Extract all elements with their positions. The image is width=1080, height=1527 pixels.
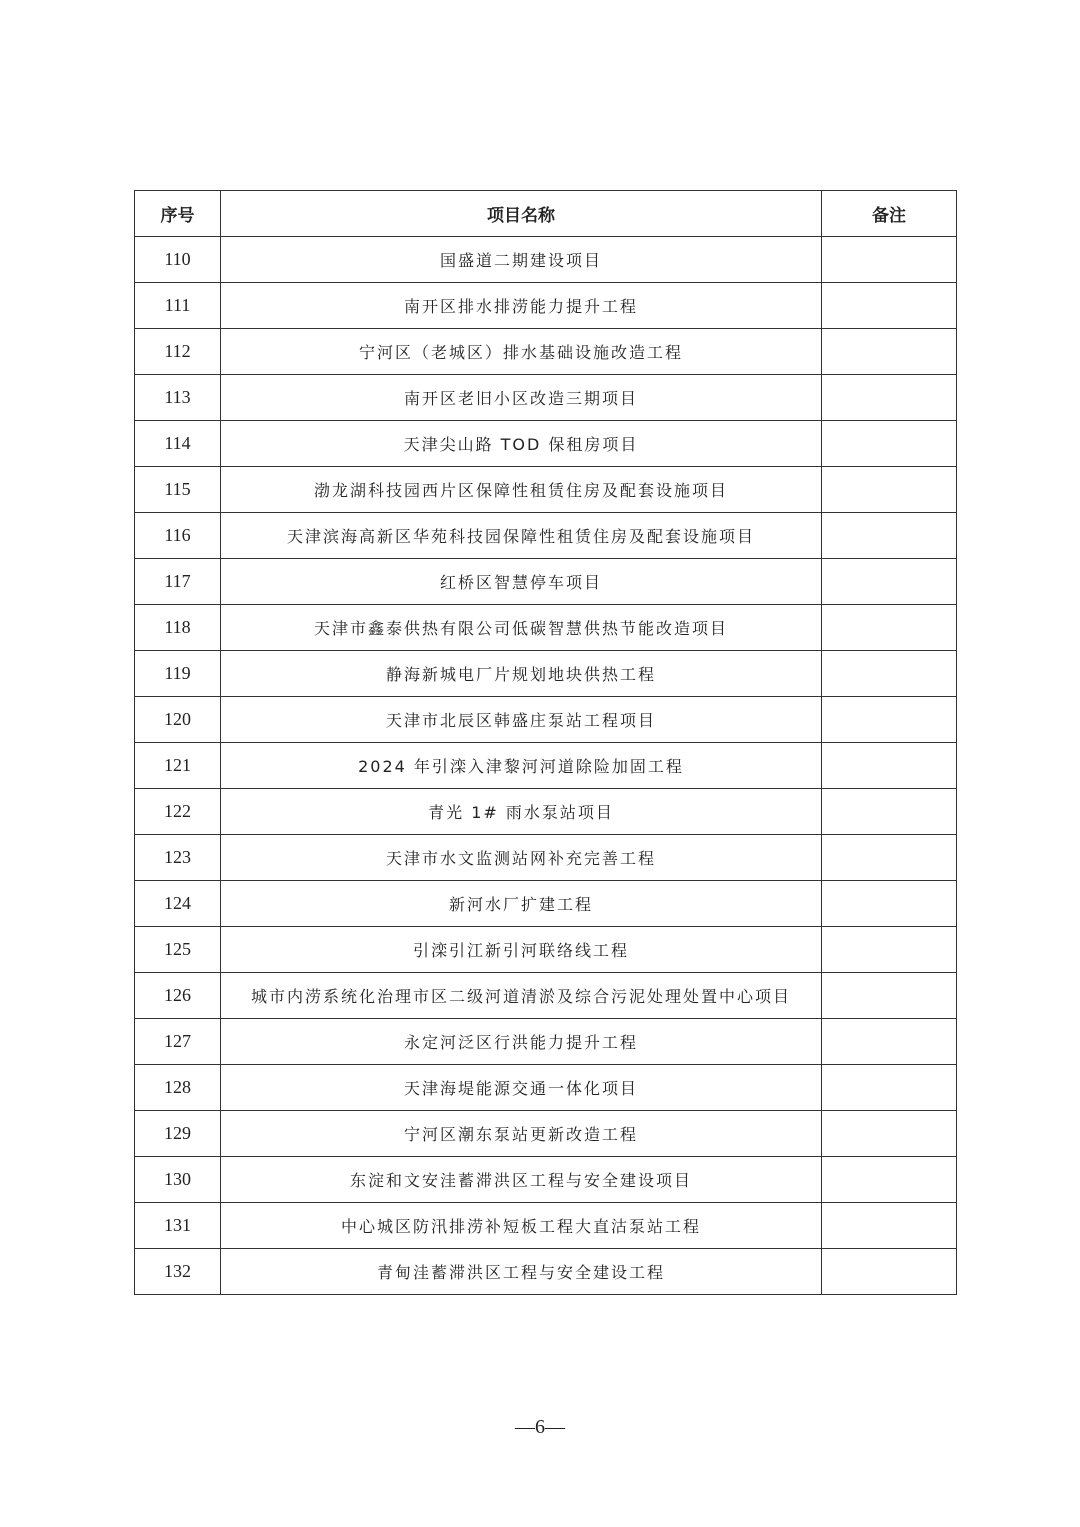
table-row bbox=[135, 743, 957, 789]
row-note bbox=[822, 881, 957, 927]
row-number: 122 bbox=[135, 789, 221, 835]
header-note: 备注 bbox=[822, 191, 957, 237]
row-project-name: 天津滨海高新区华苑科技园保障性租赁住房及配套设施项目 bbox=[221, 513, 822, 559]
table-row bbox=[135, 605, 957, 651]
row-note bbox=[822, 1157, 957, 1203]
row-number: 127 bbox=[135, 1019, 221, 1065]
table-row bbox=[135, 513, 957, 559]
table-row bbox=[135, 789, 957, 835]
row-project-name: 红桥区智慧停车项目 bbox=[221, 559, 822, 605]
row-number: 115 bbox=[135, 467, 221, 513]
row-number: 114 bbox=[135, 421, 221, 467]
row-number: 112 bbox=[135, 329, 221, 375]
header-project-name: 项目名称 bbox=[221, 191, 822, 237]
row-note bbox=[822, 651, 957, 697]
table-row bbox=[135, 421, 957, 467]
row-note bbox=[822, 421, 957, 467]
row-project-name: 天津市水文监测站网补充完善工程 bbox=[221, 835, 822, 881]
row-number: 131 bbox=[135, 1203, 221, 1249]
row-number: 124 bbox=[135, 881, 221, 927]
table-row bbox=[135, 1111, 957, 1157]
row-project-name: 静海新城电厂片规划地块供热工程 bbox=[221, 651, 822, 697]
row-number: 117 bbox=[135, 559, 221, 605]
table-row bbox=[135, 697, 957, 743]
row-note bbox=[822, 1203, 957, 1249]
table-row bbox=[135, 973, 957, 1019]
table-row bbox=[135, 927, 957, 973]
row-number: 128 bbox=[135, 1065, 221, 1111]
table-header-row bbox=[135, 191, 957, 237]
row-note bbox=[822, 1019, 957, 1065]
row-project-name: 东淀和文安洼蓄滞洪区工程与安全建设项目 bbox=[221, 1157, 822, 1203]
row-project-name: 城市内涝系统化治理市区二级河道清淤及综合污泥处理处置中心项目 bbox=[221, 973, 822, 1019]
row-project-name: 青光 1# 雨水泵站项目 bbox=[221, 789, 822, 835]
row-note bbox=[822, 973, 957, 1019]
row-note bbox=[822, 605, 957, 651]
table-body bbox=[135, 237, 957, 1295]
table-row bbox=[135, 559, 957, 605]
row-project-name: 永定河泛区行洪能力提升工程 bbox=[221, 1019, 822, 1065]
row-number: 126 bbox=[135, 973, 221, 1019]
page-number: —6— bbox=[515, 1416, 565, 1438]
row-note bbox=[822, 927, 957, 973]
table-row bbox=[135, 375, 957, 421]
row-project-name: 南开区排水排涝能力提升工程 bbox=[221, 283, 822, 329]
row-number: 116 bbox=[135, 513, 221, 559]
row-note bbox=[822, 1249, 957, 1295]
row-note bbox=[822, 1111, 957, 1157]
row-number: 123 bbox=[135, 835, 221, 881]
row-note bbox=[822, 743, 957, 789]
row-note bbox=[822, 559, 957, 605]
table-row bbox=[135, 1157, 957, 1203]
row-number: 132 bbox=[135, 1249, 221, 1295]
project-table bbox=[134, 190, 957, 1295]
row-number: 118 bbox=[135, 605, 221, 651]
table-row bbox=[135, 1065, 957, 1111]
row-number: 119 bbox=[135, 651, 221, 697]
row-note bbox=[822, 513, 957, 559]
row-project-name: 国盛道二期建设项目 bbox=[221, 237, 822, 283]
row-number: 130 bbox=[135, 1157, 221, 1203]
table-row bbox=[135, 1203, 957, 1249]
row-note bbox=[822, 375, 957, 421]
row-note bbox=[822, 467, 957, 513]
row-project-name: 新河水厂扩建工程 bbox=[221, 881, 822, 927]
row-note bbox=[822, 835, 957, 881]
table-row bbox=[135, 283, 957, 329]
row-project-name: 天津市鑫泰供热有限公司低碳智慧供热节能改造项目 bbox=[221, 605, 822, 651]
row-note bbox=[822, 283, 957, 329]
row-project-name: 中心城区防汛排涝补短板工程大直沽泵站工程 bbox=[221, 1203, 822, 1249]
table-row bbox=[135, 835, 957, 881]
table-row bbox=[135, 329, 957, 375]
row-note bbox=[822, 1065, 957, 1111]
table-row bbox=[135, 1249, 957, 1295]
row-number: 129 bbox=[135, 1111, 221, 1157]
row-note bbox=[822, 329, 957, 375]
row-note bbox=[822, 789, 957, 835]
row-project-name: 引滦引江新引河联络线工程 bbox=[221, 927, 822, 973]
row-project-name: 青甸洼蓄滞洪区工程与安全建设工程 bbox=[221, 1249, 822, 1295]
row-note bbox=[822, 237, 957, 283]
row-project-name: 南开区老旧小区改造三期项目 bbox=[221, 375, 822, 421]
row-number: 113 bbox=[135, 375, 221, 421]
row-project-name: 宁河区（老城区）排水基础设施改造工程 bbox=[221, 329, 822, 375]
row-number: 110 bbox=[135, 237, 221, 283]
table-row bbox=[135, 237, 957, 283]
table-row bbox=[135, 467, 957, 513]
row-project-name: 天津尖山路 TOD 保租房项目 bbox=[221, 421, 822, 467]
row-project-name: 宁河区潮东泵站更新改造工程 bbox=[221, 1111, 822, 1157]
row-number: 120 bbox=[135, 697, 221, 743]
row-project-name: 天津市北辰区韩盛庄泵站工程项目 bbox=[221, 697, 822, 743]
row-note bbox=[822, 697, 957, 743]
row-number: 121 bbox=[135, 743, 221, 789]
row-project-name: 渤龙湖科技园西片区保障性租赁住房及配套设施项目 bbox=[221, 467, 822, 513]
row-project-name: 2024 年引滦入津黎河河道除险加固工程 bbox=[221, 743, 822, 789]
header-number: 序号 bbox=[135, 191, 221, 237]
row-number: 125 bbox=[135, 927, 221, 973]
row-project-name: 天津海堤能源交通一体化项目 bbox=[221, 1065, 822, 1111]
table-row bbox=[135, 881, 957, 927]
table-row bbox=[135, 651, 957, 697]
row-number: 111 bbox=[135, 283, 221, 329]
table-row bbox=[135, 1019, 957, 1065]
